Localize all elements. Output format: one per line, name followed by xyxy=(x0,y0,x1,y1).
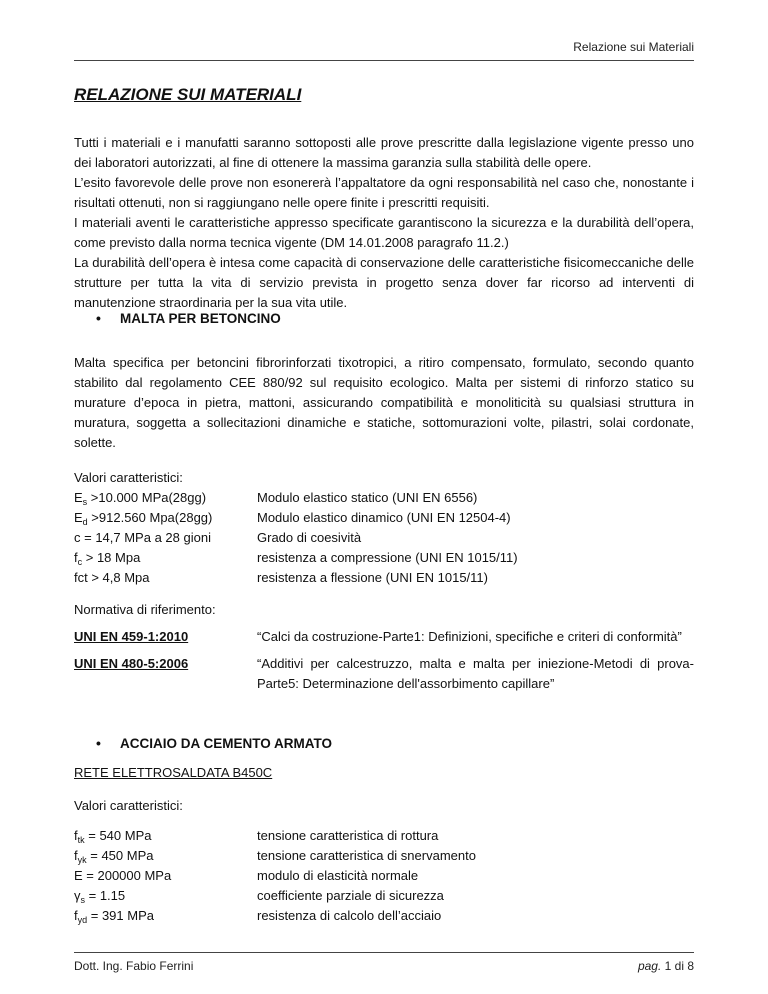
value-description: resistenza a flessione (UNI EN 1015/11) xyxy=(257,570,488,585)
section-heading-acciaio xyxy=(96,735,332,751)
value-description: tensione caratteristica di rottura xyxy=(257,828,439,843)
value-description: coefficiente parziale di sicurezza xyxy=(257,888,444,903)
value-symbol: fct > 4,8 Mpa xyxy=(74,570,150,585)
value-row xyxy=(74,866,694,886)
value-symbol: $E_d >912.560$ Mpa(28gg) xyxy=(74,510,213,527)
value-row xyxy=(74,846,694,866)
values-label: Valori caratteristici: xyxy=(74,798,183,813)
value-row xyxy=(74,508,694,528)
value-row xyxy=(74,528,694,548)
running-header: Relazione sui Materiali xyxy=(74,40,694,61)
value-symbol: $f_{yk} = 450$ MPa xyxy=(74,848,154,865)
value-description: Modulo elastico dinamico (UNI EN 12504-4) xyxy=(257,510,511,525)
value-description: tensione caratteristica di snervamento xyxy=(257,848,476,863)
intro-paragraph: La durabilità dell’opera è intesa come capacità di conservazione delle caratteristiche fisicomeccaniche delle strutture per tutta la vita di servizio prevista in progetto senza dover far ricorso ad interventi di manutenzione straordinaria per la sua vita utile. xyxy=(74,255,694,310)
value-description: Modulo elastico statico (UNI EN 6556) xyxy=(257,490,478,505)
norm-label: Normativa di riferimento: xyxy=(74,602,216,617)
value-symbol: $f_{tk} = 540$ MPa xyxy=(74,828,152,845)
intro-text xyxy=(74,133,694,313)
value-row xyxy=(74,826,694,846)
values-table xyxy=(74,826,694,926)
value-row xyxy=(74,548,694,568)
norm-code: UNI EN 459-1:2010 xyxy=(74,629,189,644)
page-number: pag. 1 di 8 xyxy=(637,959,694,973)
norm-title: “Additivi per calcestruzzo, malta e malta per iniezione-Metodi di prova-Parte5: Determinazione dell'assorbimento capillare” xyxy=(257,656,694,691)
value-symbol: $f_c > 18$ Mpa xyxy=(74,550,141,567)
value-description: resistenza a compressione (UNI EN 1015/11) xyxy=(257,550,518,565)
value-description: modulo di elasticità normale xyxy=(257,868,419,883)
section-description xyxy=(74,353,694,453)
value-row xyxy=(74,906,694,926)
value-row xyxy=(74,886,694,906)
footer-author: Dott. Ing. Fabio Ferrini xyxy=(74,959,194,973)
value-symbol: c = 14,7 MPa a 28 gioni xyxy=(74,530,211,545)
description-text: Malta specifica per betoncini fibrorinforzati tixotropici, a ritiro compensato, formulato, secondo quanto stabilito dal regolamento CEE 880/92 sul requisito ecologico. Malta per sistemi di rinforzo statico su murature d’epoca in pietra, mattoni, assicurando compatibilità e monoliticità su qualsiasi struttura in muratura, soggetta a sollecitazioni dinamiche e statiche, sottomurazioni volte, pilastri, solai cordonate, solette. xyxy=(74,355,694,450)
value-symbol: $f_{yd} = 391$ MPa xyxy=(74,908,154,925)
norm-title: “Calci da costruzione-Parte1: Definizioni, specifiche e criteri di conformità” xyxy=(257,629,682,644)
subsection-heading: RETE ELETTROSALDATA B450C xyxy=(74,765,273,780)
value-symbol: E = 200000 MPa xyxy=(74,868,172,883)
intro-paragraph: Tutti i materiali e i manufatti saranno sottoposti alle prove prescritte dalla legislazione vigente presso uno dei laboratori autorizzati, al fine di ottenere la massima garanzia sulla stabilità delle opere. xyxy=(74,135,694,170)
value-description: Grado di coesività xyxy=(257,530,362,545)
value-symbol: $E_s >10.000$ MPa(28gg) xyxy=(74,490,207,507)
intro-paragraph: I materiali aventi le caratteristiche appresso specificate garantiscono la sicurezza e la durabilità dell’opera, come previsto dalla norma tecnica vigente (DM 14.01.2008 paragrafo 11.2.) xyxy=(74,215,694,250)
page-title: RELAZIONE SUI MATERIALI xyxy=(74,85,302,104)
values-label: Valori caratteristici: xyxy=(74,470,183,485)
values-table xyxy=(74,488,694,588)
section-heading-malta xyxy=(96,310,281,326)
value-symbol: $\gamma_s = 1.15$ xyxy=(74,888,126,905)
section-heading-label: MALTA PER BETONCINO xyxy=(120,310,281,326)
intro-paragraph: L’esito favorevole delle prove non esonererà l’appaltatore da ogni responsabilità nel caso che, nonostante i risultati ottenuti, non si raggiungano nelle opere finite i prescritti requisiti. xyxy=(74,175,694,210)
bullet-icon: • xyxy=(96,735,101,751)
section-heading-label: ACCIAIO DA CEMENTO ARMATO xyxy=(120,735,332,751)
value-description: resistenza di calcolo dell’acciaio xyxy=(257,908,442,923)
value-row xyxy=(74,488,694,508)
norm-row xyxy=(74,654,694,694)
norm-code: UNI EN 480-5:2006 xyxy=(74,656,189,671)
page-footer xyxy=(74,952,694,973)
value-row xyxy=(74,568,694,588)
bullet-icon: • xyxy=(96,310,101,326)
norm-row xyxy=(74,627,694,647)
